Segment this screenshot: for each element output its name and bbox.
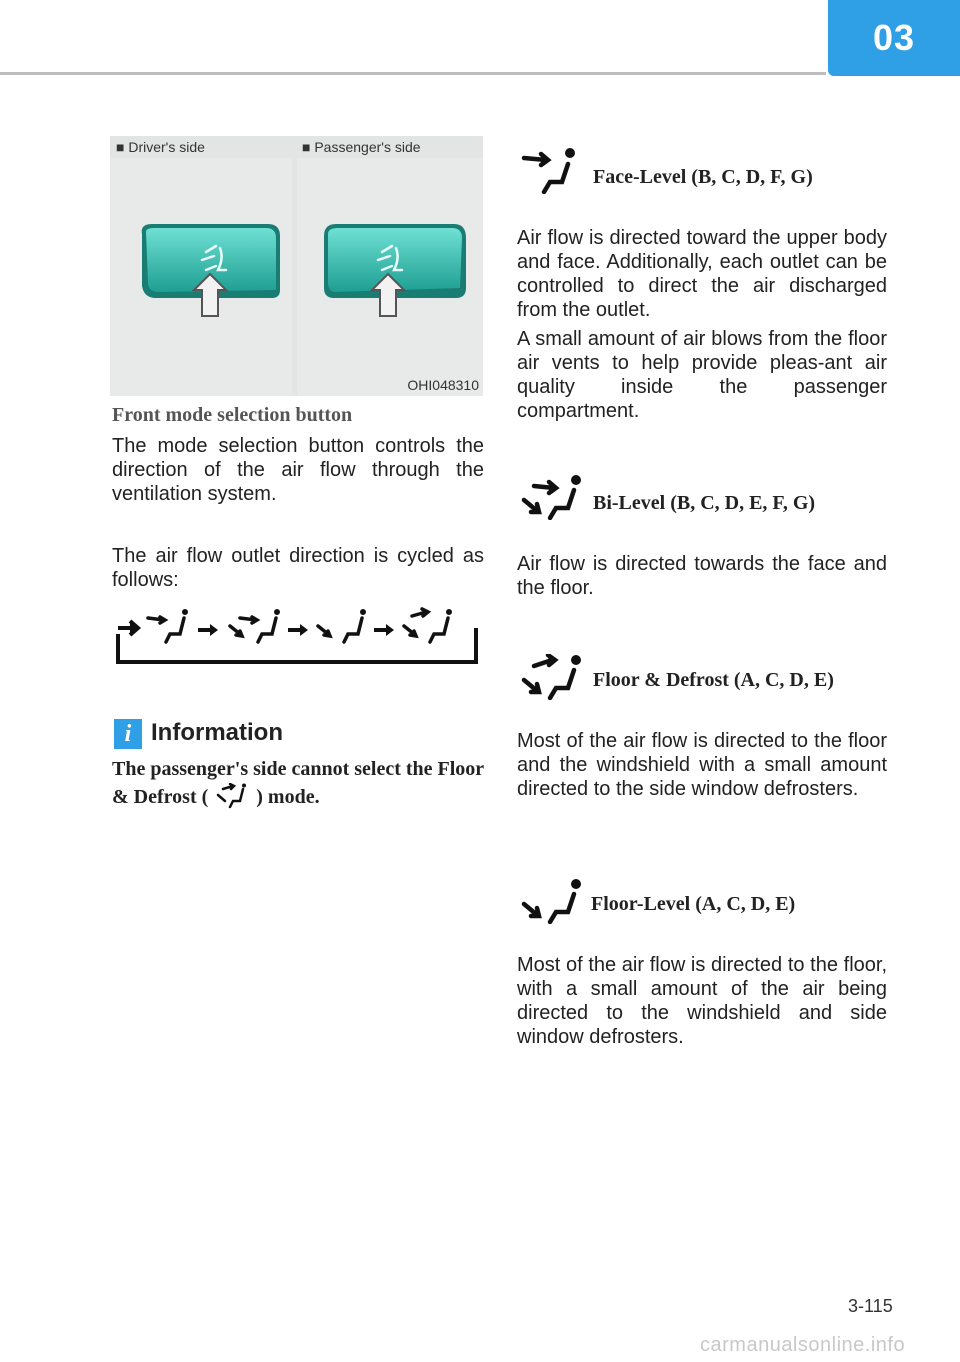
floor-defrost-title: Floor & Defrost (A, C, D, E) <box>593 669 834 691</box>
figure-code: OHI048310 <box>407 377 479 393</box>
section-title: Front mode selection button <box>112 404 353 426</box>
drivers-mode-button-image <box>136 218 284 330</box>
face-level-icon <box>520 144 586 194</box>
header-rule <box>0 72 826 75</box>
floor-defrost-inline-icon <box>215 783 249 809</box>
mode-button-figure <box>110 136 483 396</box>
information-text <box>112 756 484 811</box>
information-title: Information <box>151 719 283 746</box>
chapter-tab: 03 <box>828 0 960 76</box>
bi-level-title: Bi-Level (B, C, D, E, F, G) <box>593 492 816 514</box>
floor-defrost-icon <box>520 654 586 700</box>
passengers-side-caption: ■ Passenger's side <box>302 139 421 155</box>
information-text-before: The passenger's side cannot select the Floor & Defrost ( <box>112 758 484 808</box>
cycle-bi-level-icon <box>230 609 280 642</box>
floor-defrost-paragraph: Most of the air flow is directed to the floor and the windshield with a small amount directed to the side window defrosters. <box>517 730 887 800</box>
floor-level-title: Floor-Level (A, C, D, E) <box>591 893 796 915</box>
bi-level-icon <box>520 474 586 520</box>
watermark: carmanualsonline.info <box>700 1334 906 1356</box>
cycle-floor-defrost-icon <box>404 609 452 642</box>
information-icon: i <box>114 719 142 749</box>
face-level-title: Face-Level (B, C, D, F, G) <box>593 166 813 188</box>
cycle-floor-level-icon <box>318 609 366 642</box>
section-paragraph-1: The mode selection button controls the direction of the air flow through the ventilation system. <box>112 435 484 505</box>
drivers-side-caption: ■ Driver's side <box>116 139 205 155</box>
section-paragraph-2: The air flow outlet direction is cycled as follows: <box>112 545 484 591</box>
cycle-face-level-icon <box>148 609 188 642</box>
passengers-mode-button-image <box>320 218 470 330</box>
mode-cycle-diagram <box>112 604 484 668</box>
face-level-paragraph-2: A small amount of air blows from the floor air vents to help provide pleas-ant air quality inside the passenger compartment. <box>517 328 887 422</box>
page-number: 3-115 <box>848 1296 893 1316</box>
floor-level-paragraph: Most of the air flow is directed to the floor, with a small amount of the air being directed to the windshield and side window defrosters. <box>517 954 887 1048</box>
bi-level-paragraph: Air flow is directed towards the face and the floor. <box>517 553 887 599</box>
information-text-after: ) mode. <box>256 786 320 808</box>
floor-level-icon <box>520 878 586 924</box>
face-level-paragraph-1: Air flow is directed toward the upper body and face. Additionally, each outlet can be controlled to direct the air discharged from the outlet. <box>517 227 887 321</box>
